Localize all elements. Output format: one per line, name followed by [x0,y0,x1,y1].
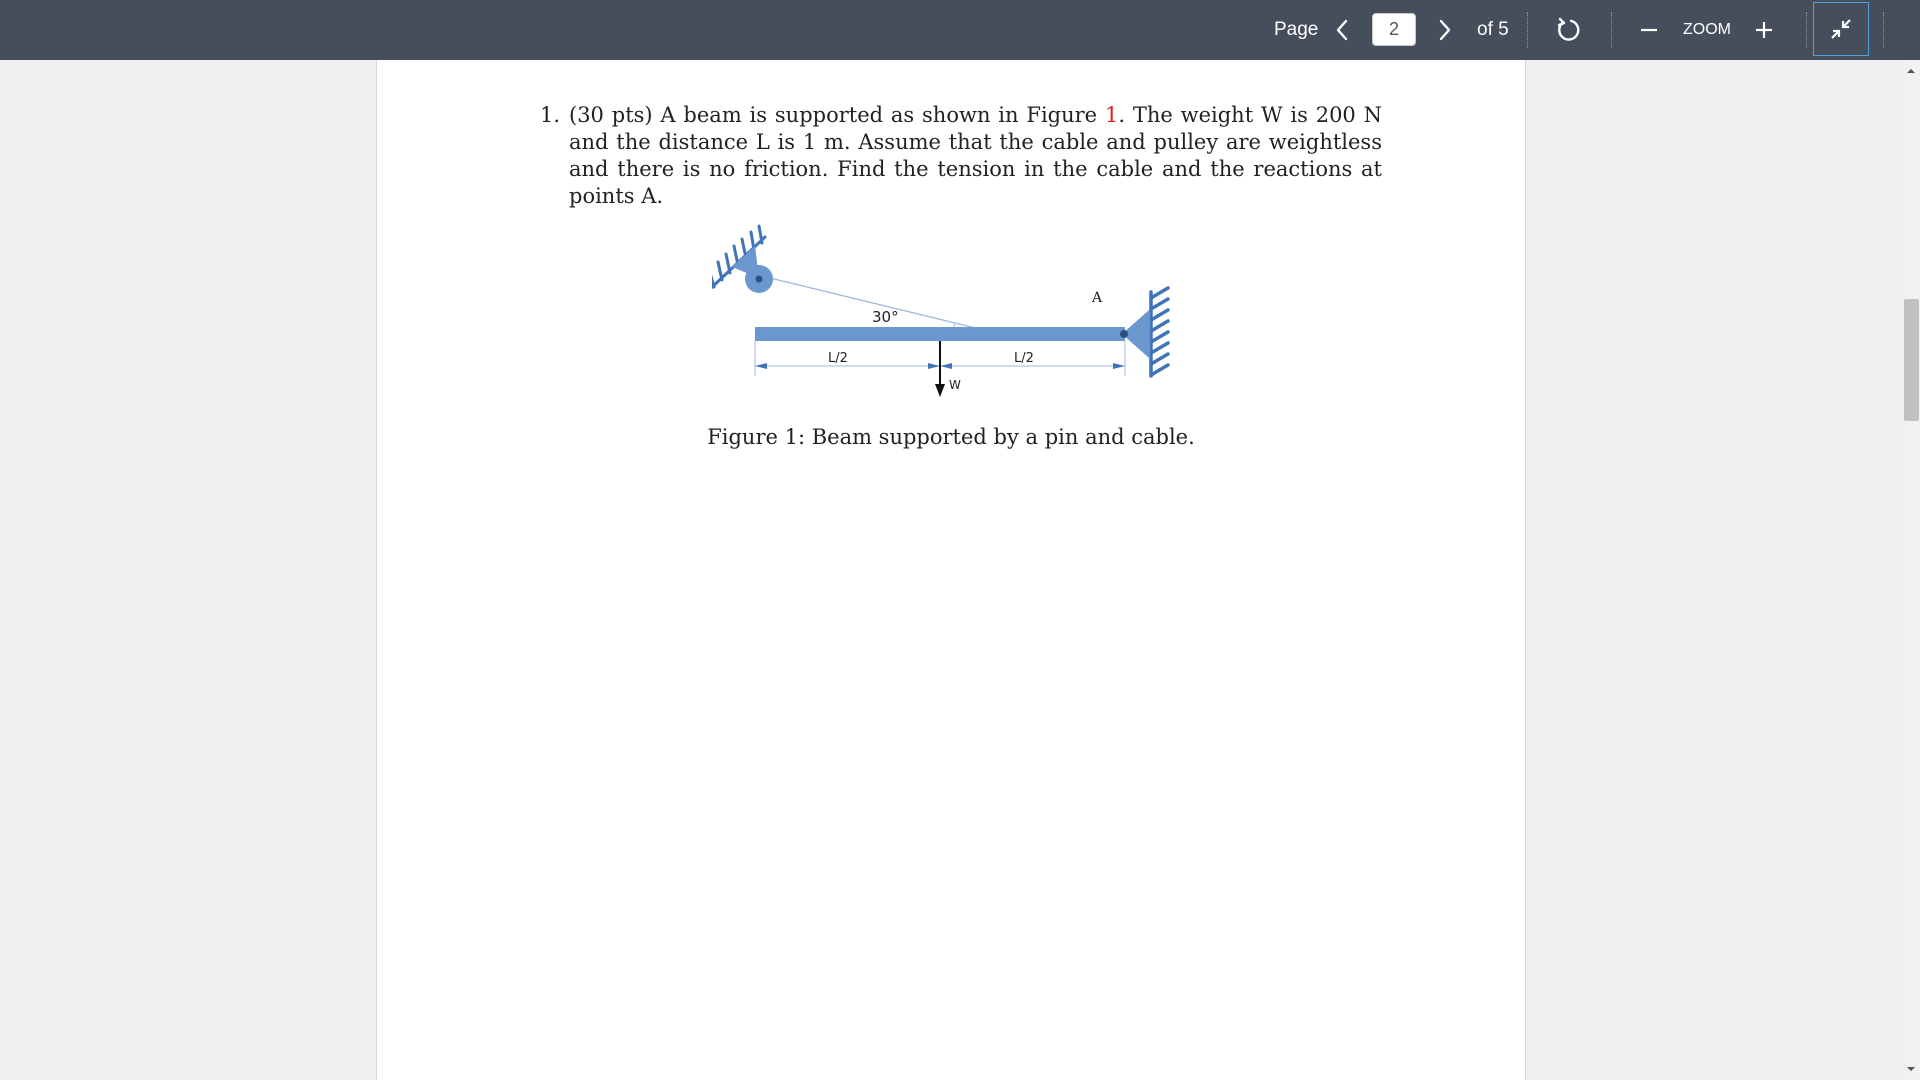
problem-text-part: (30 pts) A beam is supported as shown in Figure [569,103,1105,127]
next-page-button[interactable] [1425,0,1465,60]
exit-fullscreen-button[interactable] [1813,2,1869,56]
chevron-right-icon [1437,19,1453,41]
figure-caption: Figure 1: Beam supported by a pin and cable. [707,425,1195,449]
scroll-up-arrow-icon [1906,67,1916,75]
beam [755,327,1125,341]
point-a-label: A [1092,290,1103,306]
zoom-label: ZOOM [1683,21,1731,38]
page-label: Page [1274,19,1319,40]
minus-icon [1639,20,1659,40]
problem-text [569,102,1382,210]
zoom-out-button[interactable] [1629,0,1669,60]
page-number-input[interactable] [1372,13,1416,46]
scroll-up-button[interactable] [1902,62,1920,80]
vertical-scrollbar[interactable] [1902,60,1920,1080]
toolbar-divider [1883,12,1884,48]
problem-statement [540,102,1382,210]
document-viewport[interactable] [0,60,1902,1080]
pdf-page [376,60,1526,1080]
toolbar-divider [1806,12,1807,48]
problem-number: 1. [540,103,561,127]
total-pages-label: of 5 [1477,19,1509,40]
left-dimension-label: L/2 [828,351,848,366]
beam-figure [712,212,1242,452]
chevron-left-icon [1334,19,1350,41]
zoom-in-button[interactable] [1744,0,1784,60]
scroll-down-arrow-icon [1906,1065,1916,1073]
scrollbar-thumb[interactable] [1904,299,1919,421]
rotate-button[interactable] [1549,0,1589,60]
plus-icon [1754,20,1774,40]
previous-page-button[interactable] [1322,0,1362,60]
toolbar-divider [1527,12,1528,48]
toolbar-divider [1611,12,1612,48]
pin-joint [1120,330,1128,338]
pulley-axle [756,276,763,283]
exit-fullscreen-icon [1828,16,1854,42]
load-arrow-head [935,384,945,397]
problem-text-part: . The weight W is 200 N and the distance L is 1 m. Assume that the cable and pulley are weightless and there is no friction. Find the tension in the cable and the reactions at points A. [569,103,1382,208]
angle-label: 30° [872,308,899,326]
right-wall-hatch [1151,288,1168,376]
scroll-down-button[interactable] [1902,1060,1920,1078]
figure-reference-link[interactable]: 1 [1104,103,1119,127]
load-label: W [949,378,961,392]
rotate-icon [1555,16,1583,44]
right-dimension-label: L/2 [1014,351,1034,366]
viewer-toolbar [0,0,1920,60]
